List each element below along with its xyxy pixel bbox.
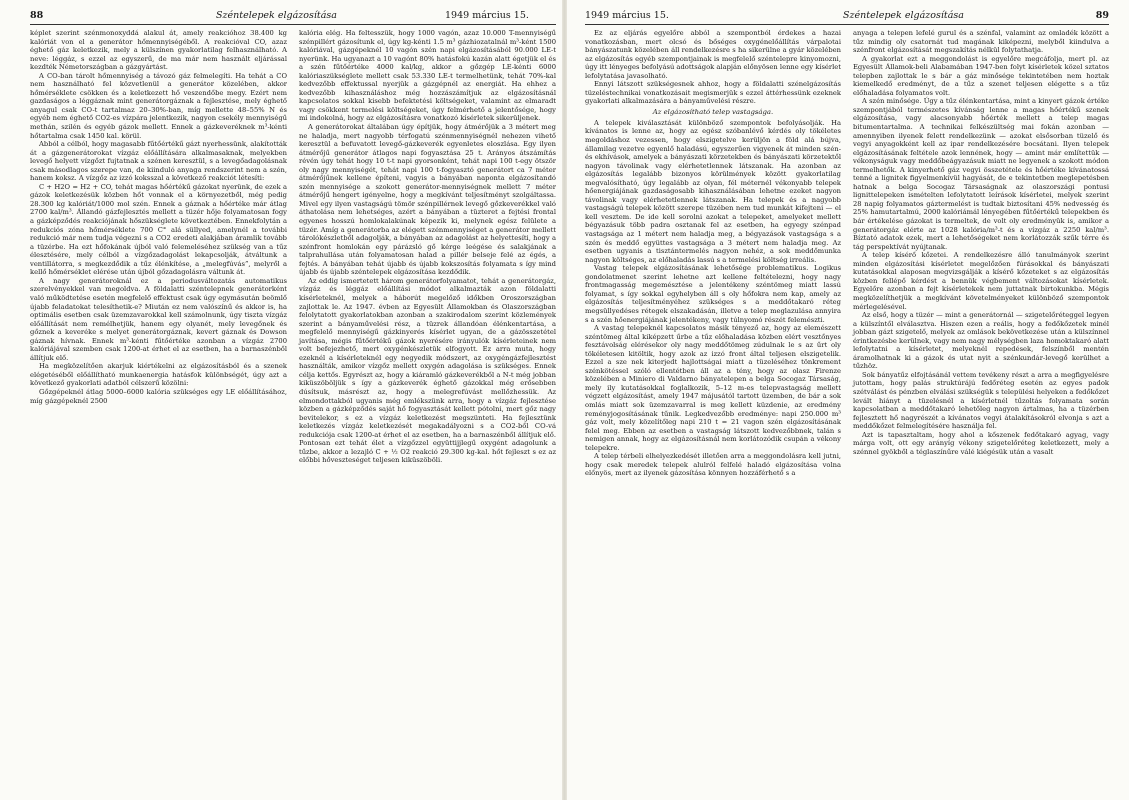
paragraph: A telep térbeli elhelyezkedését illetően arra a meggondolásra kell jutni, hogy csak meredek telepek alulról felfelé haladó elgázosítása volna előnyös, mert az ilyenek gázosítása könnyen hozzáférhető s a — [585, 452, 841, 478]
paragraph: Az eddig ismertetett három generátorfolyamatot, tehát a generátorgáz, vízgáz és léggáz előállítási módot alkalmazták azon földalatti kísérleteknél, melyek a háborút megelőző időkben Oroszországban zajlottak le. Az 1947. évben az Egyesült Államokban és Olaszországban felolytatott gyakorlatokban azonban a szakirodalom szerint közlemények szerint a bányaművelési rész, a tüzrek állandóan élénkentartása, a megfelelő mennyiségű gázkinyerés kísérlet ugyan, de a gázösszetétel javítása, mégis fűtőértékű gázok nyerésére irányulók kísérleteinek nem volt befejezhető, mert oxygénkészletük elfogyott. Ez arra muta, hogy ezeknél a kísérleteknél egy negyedik módszert, az oxygéngázfejlesztést használták, amikor vízgőz mellett oxygén adagolása is szükséges. Ennek célja kettős. Egyrészt az, hogy a kiáramló gázkeverékből a N-t még jobban kiküszöböljük s így a gázkeverék éghető gázokkal még erősebben dúsítsuk, másrészt az, hogy a melegrefúvást mellőzhessük. Az elmondottakból ugyanis még emlékszünk arra, hogy a vízgáz fejlesztése közben a gázképződés saját hő fogyasztását kellett pótolni, mert gőz nagy bevitelekor, s ez a vízgáz keletkezést megszünteti. Ha fejlesztünk keletkezés vízgáz keletkezését megakadályozni s a CO2-ből CO-vá redukciója csak 1200-at érhet el az esetben, ha a barnaszénből állítjuk elő. Pontosan ezt tehát élet a vízgőzzel együttijjlegű oxygént adagolunk a tűzbe, akkor a lezajló C + ½ O2 reakció 29.300 kg-kal. hőt fejleszt s ez az előbbi hőveszteséget teljesen kiküszöböli. — [299, 276, 556, 465]
section-heading: Az elgázosítható telep vastagsága. — [652, 107, 774, 116]
paragraph: C + H2O = H2 + CO, tehát magas hőértékű gázokat nyerünk, de ezek a gázok keletkezésük közben hőt vonnak el a környezetből, még pedig 28.300 kg kalóriát/1000 mol szén. Ennek a gáznak a hőértéke már átlag 2700 kal/m³. Állandó gázfejlesztés mellett a tüzér hője folyamatosan fogy a gázképződés reakciójának hőszükséglete következtében. Ennekfolytán a redukciós zóna hőmérséklete 700 C° alá süllyed, amelynél a további redukció már nem tudja végezni s a CO2 eredeti alakjában áramlik tovább a tüzérbe. Ha ezt hőfokának újból való felemeléséhez szükség van a tűz élesztésére, mely célból a vízgőzadagolást lekapcsolják, átváltunk a ventillátorra, s megkezdődik a tűz élénkítése, a „melegfúvás”, melyről a kellő hőmérséklet elérése után újból gőzadagolásra váltunk át. — [30, 182, 287, 277]
issue-date: 1949 március 15. — [445, 10, 529, 21]
right-column-2 — [853, 29, 1109, 478]
left-column-2 — [299, 29, 556, 465]
paragraph: A szén minősége. Úgy a tűz élénkentartása, mint a kinyert gázok értéke szempontjából természetes kívánság lenne a magas hőértékű szenek elgázosítása, vagy alacsonyabb hőérték mellett a telep magas bitumentartalma. A technikai felkészültség mai fokán azonban — amennyiben ilyenek felett rendelkezünk — azokat elsősorban tüzelő és vegyi anyagokként kell az ipar rendelkezésére bocsátani. Ilyen telepek elgázosításának feltétele azok lennének, hogy — amint már említettük — vékonyságuk vagy meddőbeágyazásuk miatt ne legyenek a szokott módon termelhetők. A kinyerhető gáz vegyi összetétele és hőértéke kívánatossá tenné a lignitek figyelmenkívül hagyását, de e tekintetben meglepetésben hatnak a belga Socogaz Társaságnak az olaszországi pontusi lignittelepeken ismételten lefolytatott leírások kísérletei, melyek szerint 28 napig folyamatos gáztermelést is tudtak biztosítani 45% nedvesség és 25% hamutartalmú, 2000 kalóriámál lényegében fűtőértékű telepekben és bár értékelése gázokat is termeltek, de volt oly eredményük is, amikor a generátorgáz elérte az 1028 kalória/m³-t és a vízgáz a 2250 kal/m³. Bíztató adatok ezek, mert a lehetőségeket nem korlátozzák szűk térre és tág perspektívát nyújtanak. — [853, 97, 1109, 251]
left-page-columns — [30, 29, 556, 465]
paragraph: Azt is tapasztaltam, hogy ahol a kőszenek fedőtakaró agyag, vagy márga volt, ott egy arányíg vékony szigetelőréteg keletkezett, mely a szénnel gyökből a téglaszínűre válé kiégésük után a vasalt — [853, 430, 1109, 456]
paragraph: képlet szerint szénmonoxyddá alakul át, amely reakcióhoz 38.400 kg kalóriát von el a generátor hőmennyiségéből. A reakcióval CO, azaz éghető gáz keletkezik, mely a külszínen gyakorlatilag felhasználható. A neve: léggáz, s ezzel az egyszerű, de ma már nem használt eljárással kezdték Németországban a gázgyártást. — [30, 29, 287, 72]
paragraph: A nagy generátoroknál ez a periodusváltozatás automatikus szerelvényekkel van megoldva. A földalatti széntelepnek generátorként való működtetése esetén megfelelő effektust csak úgy egymásután beömlő újabb feladatokat telesíthetik-e? Miután ez nem valószínű és akkor is, ha optimális esetben csak üzemzavarokkal kell számolnunk, úgy tiszta vízgáz előállítását nem remélhetjük, hanem egy olyanét, mely levegőnek és gőznek a keveréke s melyet generátorgáznak, kevert gáznak és Dowson gáznak hívnak. Ennek m³-kénti fűtőértéke azonban a vízgáz 2700 kalóriájával szemben csak 1200-at érhet el az esetben, ha a barnaszénből állítjuk elő. — [30, 276, 287, 362]
left-page-header — [30, 8, 556, 25]
left-page — [0, 0, 562, 800]
paragraph: A gyakorlat ezt a meggondolást is egyelőre megcáfolja, mert pl. az Egyesült Államok-beli Alabamában 1947-ben folyt kísérletek közel sztatos telepben zajlottak le s bár a gáz minősége tekintetében nem hoztak kiemelkedő eredményt, de a tűz a szenet teljesen elégette s a tűz előhaladása folyamatos volt. — [853, 54, 1109, 97]
right-page — [567, 0, 1129, 800]
paragraph: Sok bányatűz elfojtásánál vettem tevékeny részt a arra a megfigyelésre jutottam, hogy palás struktúrájú fedőréteg esetén az egyes padok szétválást és pénzben elválási szükségük s települési helyeken a fedőkőzet levált hiányt a tüzelésnél a kísérletnél tűzoltás folyamata során kapcsolatban a meddőtakaró lehetőleg nagyon ártalmas, ha a tüzérben fejlesztett hő nagyrészét a kívánatos vegyi átalakításokról elvonja s azt a meddőkőzet felmelegítésére használja fel. — [853, 370, 1109, 431]
paragraph: kalória elég. Ha feltesszük, hogy 1000 vagón, azaz 10.000 T-mennyiségű szénpillért gázosítunk el, úgy kg-kénti 1.5 m³ gázhiozatalnál m³-ként 1500 kalóriával, gázgépeknél 10 vagón szén napi elgázosításából 90.000 LE-t nyerünk. Ha ugyanazt a 10 vagónt 80% hatásfokú kazán alatt égetjük el és a szén fűtőértéke 4000 kal/kg, akkor a gőzgép LE-kénti 6000 kalóriaszükséglete mellett csak 53.330 LE-t termelhetünk, tehát 70%-kal kedvezőbb effektussal nyerjük a gázgépnél az energiát. Ha ehhez a kedvezőbb kihasználáshoz még hozzászámítjuk az elgázosításnál kapcsolatos sokkal kisebb befektetési költségeket, valamint az elmaradt vagy csökkent termelési költségeket, úgy felmérhető a jelentősége, hogy mi indokolná, hogy az elgázosításra vonatkozó kísérletek sikerüljenek. — [299, 29, 556, 123]
paragraph: A telep kísérő kőzetei. A rendelkezésre álló tanulmányok szerint minden elgázosítási kísérletet megelőzően fúrásokkal és bányászati kutatásokkal alaposan megvizsgálják a kísérő kőzeteket s az elgázosítás közben fellépő kérdést a bennük végbement változásokat kísérletek. Egyelőre azonban a fejt kísérletekek nem juttatnak birtokunkba. Mégis megközelíthetjük a megkívánt követelményeket különböző szempontok mérlegelésével. — [853, 251, 1109, 311]
paragraph: A generátorokat általában úgy építjük, hogy átmérőjük a 3 métert meg ne haladja, mert nagyobb térfogatú szénmennyiségnél nehezen vihető keresztül a befuvatott levegő-gázkeverék egyenletes eloszlása. Egy ilyen átmérőjű generátor átlagos napi fogyasztása 25 t. Arányos átszámítás révén úgy tehát hogy 10 t-t napi gyorsonként, tehát napi 100 t-egy ötször oly nagy mennyiségét, tehát napi 100 t-fogyasztó generátort ca 7 méter átmérőjűnek kellene építeni, vagyis a bányában naponta elgázosítandó szén mennyisége a szokott generátor-mennyiségnek mellett 7 méter átmérőjű hengert igényelne, hogy a megkívánt teljesítményt szolgáltassa. Mivel egy ilyen vastagságú tömör szénpillérnek levegő gőzkeverékkel való áthatolása nem lehetséges, azért a bányában a tüzteret a fejtési frontal egyenes hosszú homlokalakúnak képezik ki, melynek egész felülete a tüzér. Amíg a generátorba az elégett szénmennyiséget a generátor mellett tárolókészletből adagolják, a bányában az adagolást az helyettesíti, hogy a szénfront homlokán egy párázsló gő kérge leégése és salakjának a talprahullása után folyamatosan halad a pillér belseje felé az égés, a fejtés. A bányában tehát újabb és újabb kokszosítás folyamata s így mind újabb és újabb széntelepek elgázosítása kezdődik. — [299, 123, 556, 277]
paragraph: A vastag telepeknél kapcsolatos másik tényező az, hogy az elemészett széntömeg által kiképzett űrbe a tűz előhaladása közben elért vesztőnyes fesztávolság elérésekor oly nagy meddőtömeg zúdulnak le s az űrt oly tökéletesen kitöltik, hogy azok az izzó front által teljesen elszigetelik. Ezzel a sze nek kiterjedt hajlottságai miatt a tüzeléséhez tönkrement szénkötéssel szóló ellentétben áll az a tény, hogy az olasz Firenze közelében a Miniero di Valdarno bányatelepen a belga Socogaz Társaság, mely ily kutatásokkal foglalkozik, 5–12 m-es telepvastagság mellett végzett elgázosítást, amely 1947 májusától tartott üzemben, de bár a sok omlás miatt sok üzemzavarral is meg kellett küzdenie, az eredmény reményjogosításának tűnik. Legkedvezőbb eredménye: napi 250.000 m³ gáz volt, mely közelítőleg napi 210 t = 21 vagon szén elgázosításának felel meg. Ebben az esetben a vastagság látszott kedvezőbbnek, talán s nemigen annak, hogy az elgázosításnál nem korlátozódik csupán a vékony telepekre. — [585, 324, 841, 452]
page-number: 89 — [1095, 10, 1109, 21]
running-title: Széntelepek elgázosítása — [843, 10, 964, 21]
issue-date: 1949 március 15. — [585, 10, 669, 21]
paragraph: Ennyi látszott szükségesnek ahhoz, hogy a földalatti szénelgázosítás tüzeléstechnikai vonatkozásait megismerjük s ezzel áttérhessünk ezeknek gyakorlati alkalmazására a bányaművelési részre. — [585, 80, 841, 106]
right-column-1 — [585, 29, 841, 478]
right-page-header — [585, 8, 1109, 25]
right-page-columns — [585, 29, 1109, 478]
paragraph: Gőzgépeknél átlag 5000–6000 kalória szükséges egy LE előállításához, míg gázgépeknél 2500 — [30, 387, 287, 405]
page-number: 88 — [30, 10, 44, 21]
paragraph: Vastag telepek elgázosításának lehetősége problematikus. Logikus gondolatmenet szerint lehetne azt kellene feltételezni, hogy nagy frontmagasság megemésztése a jelentékeny széntömeg miatt lassú folyamat, s így sokkal egyhelyben áll s oly hőfokra nem kap, amely az elgázosítás teljesítményéhez szükséges s a meddőtakaró réteg megsüllyedéses rétegek elszakadásán, illetve a telep meglazulása annyira s a szén hőenergiájának jelentékeny, vagy túlnyomó részét felemészti. — [585, 264, 841, 324]
paragraph: Az első, hogy a tüzér — mint a generátornál — szigetelőréteggel legyen a külszíntől elválasztva. Hiszen ezen a reális, hogy a fedőkőzetek minél jobban gázt szigetelő, melyek az omlások bekövetkezése után a külszínnel érintkezésbe kerülnek, vagy nem nagy mélységben laza homoktakaró alatt lefolytatni a kísérletet, melyeknél repedések, felszínből mentén áramolhatnak ki a gázok és utat nyit a szénkundár-levegő kerülhet a tűzhöz. — [853, 311, 1109, 371]
left-column-1 — [30, 29, 287, 465]
paragraph: Ha megközelítően akarjuk kiértékelni az elgázosításból és a szenek elégetéséből előállítható munkaenergia hatásfok különbségét, úgy azt a következő gyakorlati adatból célszerű közölni: — [30, 362, 287, 388]
running-title: Széntelepek elgázosítása — [216, 10, 337, 21]
paragraph: Ez az eljárás egyelőre abból a szempontból érdekes a hazai vonatkozásban, mert olcsó és bőséges oxygénelőállítás várpalotai bányászatunk közelében áll rendelkezésre s ha sikerülne a gyár közelében az elgázosítás egyéb szempontjainak is megfelelő széntelepre kinyomozni, úgy itt lényeges befolyású adottságok alapján előnyösen lenne egy kísérlet lefolytatása javasolható. — [585, 29, 841, 80]
paragraph: anyaga a telepen lefelé gurul és a szénfal, valamint az omladék között a tűz mindig oly csatornát tud magának kiképezni, melyből kiindulva a szénfront elgázosítását megszakítás nélkül folytathatja. — [853, 29, 1109, 55]
paragraph: A CO-ban tárolt hőmennyiség a távozó gáz felmelegíti. Ha tehát a CO nem használható fel közvetlenül a generátor közelében, akkor hőmérséklete csökken és a keletkezett hő veszendőbe megy. Ezért nem gazdaságos a léggáznak mint generátorgáznak a fejlesztése, mely éghető anyagul csak CO-t tartalmaz 20–30%-ban, míg mellette 48–55% N és egyéb nem éghető CO2-es vízpára jelentkezik, nagyon csekély mennyiségű methán, szilén és egyéb gázok mellett. Ennek a gázkeveréknek m³-kénti hőtartalma csak 1450 kal. körül. — [30, 71, 287, 140]
paragraph: Abból a célból, hogy magasabb fűtőértékű gázt nyerhessünk, alakították át a gázgenerátorokat vízgáz előállítására alkalmasaknak, melyekben levegő helyett vízgőzt fujtatnak a szénen keresztül, s a levegőadagolásnak csak másodlagos szerepe van, de kiinduló anyaga rendszerint nem a szén, hanem koksz. A vízgőz az izzó koksszal a következő reakciót létesíti: — [30, 140, 287, 183]
paragraph: A telepek kiválasztását különböző szempontok befolyásolják. Ha kívánatos is lenne az, hogy az egész szóbanlévő kérdés oly tökéletes megoldáshoz vezessen, hogy elszigetelve kerüljön a föld alá bújva, államilag vezetve egyenlő haladású, egyszerűen vigyenek át minden szén-és ekhívások, amelyek a bányászati körzetekben és bányászati körzetektől nagyon távolinak vagy elérhetetlennek látszanak. Ha azonban az elgázosítás legalább bizonyos körülmények között gyakorlatilag megvalósítható, úgy legalább az olyan, fél méternél vékonyabb telepek hőenergiájának gazdaságosabb kihasználásában lehetne ezeket nagyon távolinak vagy elérhetetlennek látszanak. Ha telepek és a nagyobb vastagságú telepek között szerepe tüzében nem tud munkát kifejteni — el kell vesztem. De ide kell sorolni azokat a telepeket, amelyeket mellett bégyazásuk több padra osztanak fel az esetben, ha egyegy szénpad vastagsága az 1 métert nem haladja meg, a bégyazások vastagsága s a szén és meddő együttes vastagsága a 3 métert nem haladja meg. Az esetben ugyanis a tisztántermelés nagyon nehéz, a sok meddőmunka nagyon költséges, az előhaladás lassú s a termelési költség irreális. — [585, 118, 841, 264]
